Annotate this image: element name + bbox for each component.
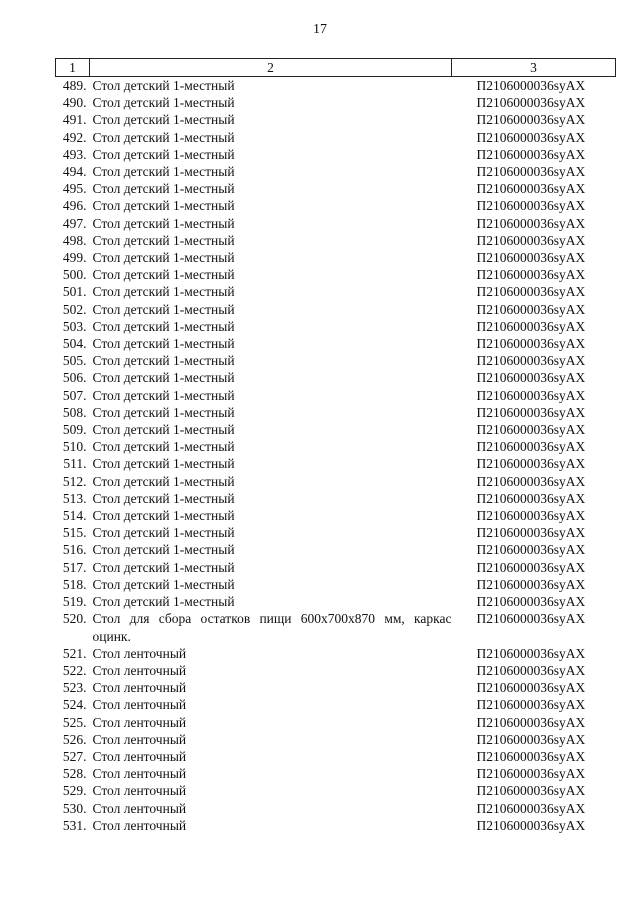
row-number: 516. — [62, 542, 87, 558]
item-name: Стол детский 1-местный — [92, 508, 235, 524]
row-number: 494. — [62, 164, 87, 180]
item-code: П2106000036syAX — [476, 78, 586, 93]
table-row — [56, 283, 616, 300]
item-code: П2106000036syAX — [476, 232, 586, 248]
item-code: П2106000036syAX — [476, 680, 586, 696]
item-code: П2106000036syAX — [476, 129, 586, 145]
row-number: 500. — [62, 267, 87, 283]
table-row — [56, 215, 616, 232]
item-code: П2106000036syAX — [476, 800, 586, 816]
table-row — [56, 782, 616, 799]
item-name: Стол детский 1-местный — [92, 232, 235, 248]
inventory-table — [55, 58, 616, 834]
table-row — [56, 180, 616, 197]
item-name: Стол детский 1-местный — [92, 473, 235, 489]
item-name: Стол детский 1-местный — [92, 164, 235, 180]
row-number: 508. — [62, 404, 87, 420]
item-name: Стол детский 1-местный — [92, 336, 235, 352]
item-name: Стол детский 1-местный — [92, 198, 235, 214]
table-row — [56, 576, 616, 593]
row-number: 524. — [62, 697, 87, 713]
item-name: Стол ленточный — [92, 662, 187, 678]
item-name: Стол детский 1-местный — [92, 559, 235, 575]
item-code: П2106000036syAX — [476, 611, 586, 627]
table-row — [56, 714, 616, 731]
row-number: 511. — [63, 456, 87, 472]
item-code: П2106000036syAX — [476, 387, 586, 403]
item-name: Стол детский 1-местный — [92, 95, 235, 111]
item-code: П2106000036syAX — [476, 576, 586, 592]
item-name: Стол детский 1-местный — [92, 353, 235, 369]
row-number: 513. — [62, 490, 87, 506]
table-row — [56, 129, 616, 146]
item-name: Стол детский 1-местный — [92, 318, 235, 334]
item-name: Стол детский 1-местный — [92, 146, 235, 162]
row-number: 502. — [62, 301, 87, 317]
row-number: 491. — [62, 112, 87, 128]
item-name: Стол детский 1-местный — [92, 112, 235, 128]
table-row — [56, 301, 616, 318]
item-name: Стол детский 1-местный — [92, 301, 235, 317]
table-row — [56, 197, 616, 214]
item-code: П2106000036syAX — [476, 353, 586, 369]
item-name: Стол детский 1-местный — [92, 267, 235, 283]
row-number: 505. — [62, 353, 87, 369]
row-number: 497. — [62, 215, 87, 231]
table-row — [56, 679, 616, 696]
table-row — [56, 748, 616, 765]
item-name: Стол ленточный — [92, 697, 187, 713]
item-name: Стол детский 1-местный — [92, 594, 235, 610]
item-code: П2106000036syAX — [476, 267, 586, 283]
item-name: Стол детский 1-местный — [92, 370, 235, 386]
table-row — [56, 77, 616, 95]
table-row — [56, 559, 616, 576]
column-header-number: 1 — [56, 59, 90, 77]
item-name: Стол детский 1-местный — [92, 542, 235, 558]
item-name: Стол детский 1-местный — [92, 525, 235, 541]
table-row — [56, 490, 616, 507]
table-row — [56, 249, 616, 266]
item-code: П2106000036syAX — [476, 404, 586, 420]
row-number: 529. — [62, 783, 87, 799]
row-number: 499. — [62, 250, 87, 266]
item-name: Стол ленточный — [92, 645, 187, 661]
item-code: П2106000036syAX — [476, 112, 586, 128]
table-row — [56, 318, 616, 335]
item-name: Стол ленточный — [92, 766, 187, 782]
item-code: П2106000036syAX — [476, 508, 586, 524]
item-name: Стол ленточный — [92, 680, 187, 696]
row-number: 520. — [62, 611, 87, 627]
table-row — [56, 94, 616, 111]
table-row — [56, 111, 616, 128]
table-row — [56, 438, 616, 455]
item-code: П2106000036syAX — [476, 662, 586, 678]
table-row — [56, 369, 616, 386]
item-code: П2106000036syAX — [476, 731, 586, 747]
table-row — [56, 507, 616, 524]
table-row — [56, 541, 616, 558]
table-row — [56, 232, 616, 249]
item-name: Стол детский 1-местный — [92, 387, 235, 403]
item-name: Стол детский 1-местный — [92, 78, 235, 93]
table-row — [56, 455, 616, 472]
table-row — [56, 524, 616, 541]
item-name: Стол ленточный — [92, 731, 187, 747]
item-name: Стол детский 1-местный — [92, 250, 235, 266]
row-number: 509. — [62, 422, 87, 438]
item-code: П2106000036syAX — [476, 714, 586, 730]
table-row — [56, 696, 616, 713]
item-code: П2106000036syAX — [476, 301, 586, 317]
item-code: П2106000036syAX — [476, 542, 586, 558]
item-code: П2106000036syAX — [476, 817, 586, 833]
item-code: П2106000036syAX — [476, 215, 586, 231]
table-row — [56, 731, 616, 748]
table-row — [56, 817, 616, 834]
item-code: П2106000036syAX — [476, 473, 586, 489]
item-code: П2106000036syAX — [476, 748, 586, 764]
item-code: П2106000036syAX — [476, 370, 586, 386]
row-number: 526. — [62, 731, 87, 747]
row-number: 507. — [62, 387, 87, 403]
item-code: П2106000036syAX — [476, 697, 586, 713]
item-code: П2106000036syAX — [476, 164, 586, 180]
row-number: 525. — [62, 714, 87, 730]
row-number: 530. — [62, 800, 87, 816]
item-name: Стол детский 1-местный — [92, 576, 235, 592]
item-name: Стол ленточный — [92, 800, 187, 816]
table-row — [56, 421, 616, 438]
row-number: 501. — [62, 284, 87, 300]
item-code: П2106000036syAX — [476, 766, 586, 782]
row-number: 504. — [62, 336, 87, 352]
table-row — [56, 266, 616, 283]
table-header-row — [56, 59, 616, 77]
row-number: 503. — [62, 318, 87, 334]
item-code: П2106000036syAX — [476, 559, 586, 575]
item-code: П2106000036syAX — [476, 250, 586, 266]
row-number: 517. — [62, 559, 87, 575]
item-code: П2106000036syAX — [476, 645, 586, 661]
row-number: 495. — [62, 181, 87, 197]
item-name: Стол детский 1-местный — [92, 215, 235, 231]
item-code: П2106000036syAX — [476, 318, 586, 334]
item-code: П2106000036syAX — [476, 181, 586, 197]
table-row — [56, 387, 616, 404]
item-name: Стол детский 1-местный — [92, 456, 235, 472]
table-row — [56, 335, 616, 352]
item-name: Стол ленточный — [92, 714, 187, 730]
item-name: Стол ленточный — [92, 748, 187, 764]
table-row — [56, 163, 616, 180]
item-name: Стол детский 1-местный — [92, 284, 235, 300]
table-row — [56, 146, 616, 163]
row-number: 498. — [62, 232, 87, 248]
item-name: Стол детский 1-местный — [92, 422, 235, 438]
column-header-code: 3 — [452, 59, 616, 77]
row-number: 514. — [62, 508, 87, 524]
item-code: П2106000036syAX — [476, 198, 586, 214]
row-number: 512. — [62, 473, 87, 489]
table-row — [56, 352, 616, 369]
item-code: П2106000036syAX — [476, 439, 586, 455]
row-number: 528. — [62, 766, 87, 782]
item-name: Стол ленточный — [92, 817, 187, 833]
item-code: П2106000036syAX — [476, 336, 586, 352]
page-number: 17 — [313, 22, 327, 37]
item-name: Стол детский 1-местный — [92, 129, 235, 145]
row-number: 518. — [62, 576, 87, 592]
row-number: 515. — [62, 525, 87, 541]
column-header-name: 2 — [90, 59, 452, 77]
table-row — [56, 610, 616, 644]
row-number: 531. — [62, 817, 87, 833]
item-name: Стол детский 1-местный — [92, 181, 235, 197]
row-number: 490. — [62, 95, 87, 111]
row-number: 506. — [62, 370, 87, 386]
item-code: П2106000036syAX — [476, 284, 586, 300]
item-code: П2106000036syAX — [476, 490, 586, 506]
row-number: 527. — [62, 748, 87, 764]
item-name: Стол детский 1-местный — [92, 439, 235, 455]
row-number: 496. — [62, 198, 87, 214]
table-row — [56, 765, 616, 782]
table-row — [56, 662, 616, 679]
row-number: 492. — [62, 129, 87, 145]
item-code: П2106000036syAX — [476, 146, 586, 162]
row-number: 523. — [62, 680, 87, 696]
table-header — [56, 59, 616, 77]
table-row — [56, 593, 616, 610]
row-number: 510. — [62, 439, 87, 455]
table-row — [56, 800, 616, 817]
item-name: Стол ленточный — [92, 783, 187, 799]
item-code: П2106000036syAX — [476, 422, 586, 438]
item-name: Стол детский 1-местный — [92, 490, 235, 506]
row-number: 489. — [62, 78, 87, 93]
row-number: 522. — [62, 662, 87, 678]
item-code: П2106000036syAX — [476, 525, 586, 541]
item-code: П2106000036syAX — [476, 456, 586, 472]
row-number: 519. — [62, 594, 87, 610]
item-code: П2106000036syAX — [476, 95, 586, 111]
table-row — [56, 645, 616, 662]
table-row — [56, 473, 616, 490]
row-number: 521. — [62, 645, 87, 661]
item-code: П2106000036syAX — [476, 594, 586, 610]
table-row — [56, 404, 616, 421]
table-body — [56, 77, 616, 834]
item-code: П2106000036syAX — [476, 783, 586, 799]
item-name: Стол для сбора остатков пищи 600х700х870 мм, каркас оцинк. — [92, 611, 452, 644]
item-name: Стол детский 1-местный — [92, 404, 235, 420]
row-number: 493. — [62, 146, 87, 162]
